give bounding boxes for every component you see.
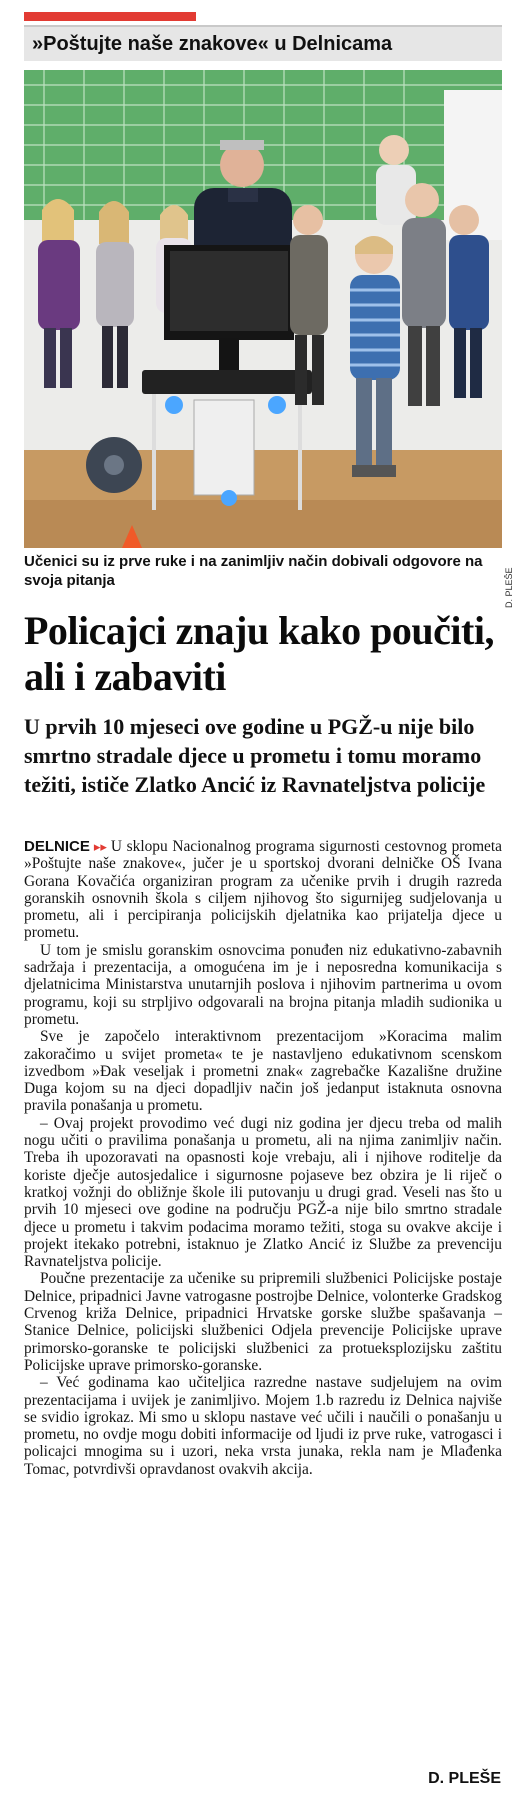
paragraph: Poučne prezentacije za učenike su pripremili službenici Policijske postaje Delnice, pripadnici Javne vatrogasne postrojbe Delnice, volonterke Gradskog Crvenog križa Delnice, pripadnici Hrvatske gorske službe spašavanja – Stanice Delnice, policijski službenici Odjela prevencije Policijske uprave primorsko-goranske te policijski službenici za protueksplozijsku zaštitu Policijske uprave primorsko-goranske. (24, 1270, 502, 1374)
photo-credit: D. PLEŠE (504, 567, 514, 608)
paragraph: – Već godinama kao učiteljica razredne nastave sudjelujem na ovim prezentacijama i uvijek je zanimljivo. Mojem 1.b razredu iz Delnica najviše se svidio igrokaz. Mi smo u sklopu nastave već učili i naučili o ponašanju u prometu, no ovdje mogu dobiti informacije od ljudi iz prve ruke, vatrogasci i policajci mnogima su i uzori, neka vrsta junaka, rekla nam je Mlađenka Tomac, potvrdivši opravdanost ovakvih akcija. (24, 1374, 502, 1478)
dateline: DELNICE (24, 838, 90, 855)
author-byline: D. PLEŠE (428, 1770, 501, 1787)
paragraph: Sve je započelo interaktivnom prezentacijom »Koracima malim zakoračimo u svijet prometa« te je nastavljeno edukativnom scenskom izvedbom »Đak veseljak i prometni znak« zagrebačke Kazališne družine Duga kojom su na djeci dopadljiv način još jedanput istaknuta osnovna pravila ponašanja u prometu. (24, 1028, 502, 1115)
article-body (24, 838, 502, 1478)
article-photo (24, 70, 502, 548)
paragraph-text: U sklopu Nacionalnog programa sigurnosti cestovnog prometa »Poštujte naše znakove«, jučer je u sportskoj dvorani delničke OŠ Ivana Gorana Kovačića organiziran program za učenike prvih i drugih razreda goranskih osnovnih škola s ciljem njihovog što sigurnijeg sudjelovanja u prometu, ali i percipiranja policijskih djelatnika kao prijatelja djece u prometu. (24, 838, 502, 942)
deck: U prvih 10 mjeseci ove godine u PGŽ-u nije bilo smrtno stradale djece u prometu i tomu moramo težiti, ističe Zlatko Ancić iz Ravnateljstva policije (24, 714, 486, 797)
double-arrow-icon: ▸▸ (93, 839, 107, 854)
accent-bar (24, 12, 196, 21)
paragraph (24, 838, 502, 942)
paragraph: U tom je smislu goranskim osnovcima ponuđen niz edukativno-zabavnih sadržaja i prezentacija, a omogućena im je i neposredna komunikacija s djelatnicima Ministarstva unutarnjih poslova i njihovim partnerima u ovom programu, koji su strpljivo odgovarali na brojna pitanja mladih sudionika u prometu. (24, 941, 502, 1028)
headline: Policajci znaju kako poučiti, ali i zabaviti (24, 608, 494, 699)
paragraph: – Ovaj projekt provodimo već dugi niz godina jer djecu treba od malih nogu učiti o pravilima ponašanja u prometu, ali na njima zanimljiv način. Treba ih upozoravati na opasnosti koje vrebaju, ali i njihove roditelje da koriste dječje autosjedalice i sigurnosne pojaseve bez obzira je li riječ o kratkoj vožnji do obližnje škole ili putovanju u drugi grad. Veseli nas što u prvih 10 mjeseci ove godine na području PGŽ-a nije bilo smrtno stradale djece u prometu i takvim podacima moramo težiti, stoga su ovakve akcije i projekt itekako potrebni, istaknuo je Zlatko Ancić iz Službe za prevenciju Ravnateljstva policije. (24, 1114, 502, 1271)
section-kicker: »Poštujte naše znakove« u Delnicama (24, 25, 502, 61)
photo-caption: Učenici su iz prve ruke i na zanimljiv način dobivali odgovore na svoja pitanja (24, 553, 483, 589)
